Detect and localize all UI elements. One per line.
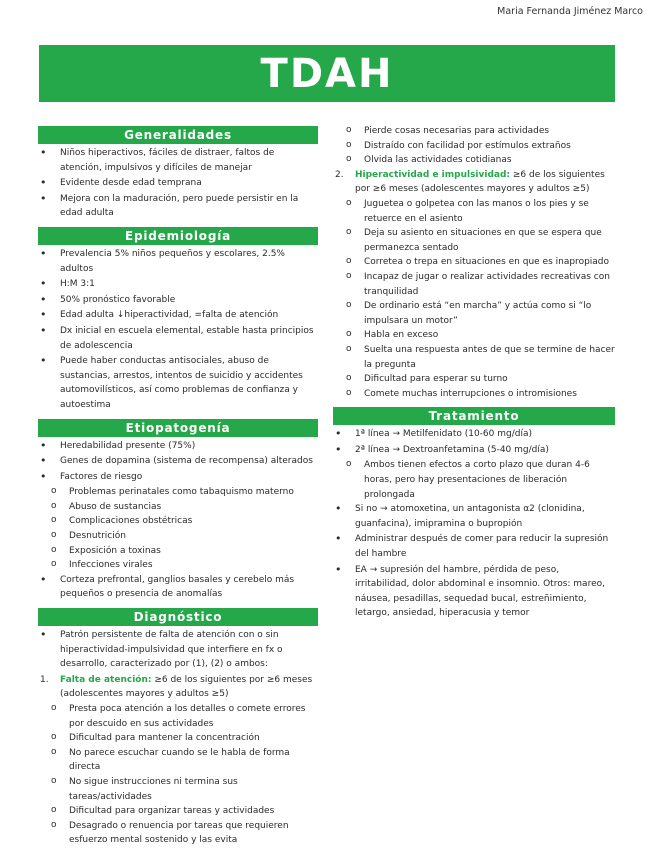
list-item: • Administrar después de comer para reducir la supresión del hambre xyxy=(333,532,615,561)
list-item: • Si no → atomoxetina, un antagonista α2 (clonidina, guanfacina), imipramina o bupropión xyxy=(333,502,615,531)
criterion-label: Hiperactividad e impulsividad: xyxy=(355,169,511,180)
sub-list-item: o Incapaz de jugar o realizar actividades recreativas con tranquilidad xyxy=(333,270,615,299)
sub-list-item: o Complicaciones obstétricas xyxy=(38,514,318,529)
section-heading-etiopatogenia: Etiopatogenía xyxy=(38,419,318,437)
list-item: • Edad adulta ↓hiperactividad, =falta de atención xyxy=(38,308,318,323)
sub-list-item: o Desnutrición xyxy=(38,529,318,544)
sub-list-item: o De ordinario está “en marcha” y actúa como si “lo impulsara un motor” xyxy=(333,299,615,328)
criterion-number: 2. xyxy=(335,169,344,180)
sub-list-item: o Juguetea o golpetea con las manos o los pies y se retuerce en el asiento xyxy=(333,197,615,226)
list-item: • EA → supresión del hambre, pérdida de peso, irritabilidad, dolor abdominal e insomnio. Otros: mareo, náusea, pesadillas, sequedad bucal, estreñimiento, letargo, ansiedad, hiperacusia y temor xyxy=(333,563,615,621)
epidemiologia-list xyxy=(38,247,318,413)
criterion-number: 1. xyxy=(40,674,49,685)
tratamiento-list xyxy=(333,427,615,621)
sub-list-item: o No parece escuchar cuando se le habla de forma directa xyxy=(38,746,318,775)
criterion-2 xyxy=(333,168,615,197)
criterion-1 xyxy=(38,673,318,702)
diagnostico-list-continued xyxy=(333,124,615,401)
list-item: • Genes de dopamina (sistema de recompensa) alterados xyxy=(38,454,318,469)
sub-list-item: o Infecciones virales xyxy=(38,558,318,573)
list-item: • Corteza prefrontal, ganglios basales y cerebelo más pequeños o presencia de anomalías xyxy=(38,573,318,602)
page-title: TDAH xyxy=(260,50,394,97)
sub-list-item: o Dificultad para esperar su turno xyxy=(333,372,615,387)
list-item: • H:M 3:1 xyxy=(38,277,318,292)
criterion-text: ≥6 de los siguientes por ≥6 meses (adolescentes mayores y adultos ≥5) xyxy=(355,169,605,195)
diagnostico-list xyxy=(38,628,318,848)
sub-list-item: o Ambos tienen efectos a corto plazo que duran 4-6 horas, pero hay presentaciones de liberación prolongada xyxy=(333,458,615,502)
sub-list-item: o Dificultad para mantener la concentración xyxy=(38,731,318,746)
sub-list-item: o Pierde cosas necesarias para actividades xyxy=(333,124,615,139)
list-item: • Dx inicial en escuela elemental, estable hasta principios de adolescencia xyxy=(38,324,318,353)
sub-list-item: o Abuso de sustancias xyxy=(38,500,318,515)
section-heading-generalidades: Generalidades xyxy=(38,126,318,144)
sub-list-item: o Problemas perinatales como tabaquismo materno xyxy=(38,485,318,500)
sub-list-item: o Suelta una respuesta antes de que se termine de hacer la pregunta xyxy=(333,343,615,372)
section-heading-diagnostico: Diagnóstico xyxy=(38,608,318,626)
list-item: • 1ª línea → Metilfenidato (10-60 mg/día) xyxy=(333,427,615,442)
list-item: • Mejora con la maduración, pero puede persistir en la edad adulta xyxy=(38,192,318,221)
author-name: Maria Fernanda Jiménez Marco xyxy=(497,6,643,17)
list-item: • 2ª línea → Dextroanfetamina (5-40 mg/día) xyxy=(333,443,615,458)
etiopatogenia-list xyxy=(38,439,318,603)
sub-list-item: o Distraído con facilidad por estímulos extraños xyxy=(333,139,615,154)
sub-list-item: o Corretea o trepa en situaciones en que es inapropiado xyxy=(333,255,615,270)
sub-list-item: o Comete muchas interrupciones o intromisiones xyxy=(333,387,615,402)
section-heading-tratamiento: Tratamiento xyxy=(333,407,615,425)
right-column xyxy=(333,124,615,622)
list-item: • Evidente desde edad temprana xyxy=(38,176,318,191)
sub-list-item: o Exposición a toxinas xyxy=(38,544,318,559)
list-item: • 50% pronóstico favorable xyxy=(38,293,318,308)
title-banner xyxy=(39,45,615,102)
sub-list-item: o Olvida las actividades cotidianas xyxy=(333,153,615,168)
list-item: • Factores de riesgo xyxy=(38,470,318,485)
sub-list-item: o Presta poca atención a los detalles o comete errores por descuido en sus actividades xyxy=(38,702,318,731)
criterion-text: ≥6 de los siguientes por ≥6 meses (adolescentes mayores y adultos ≥5) xyxy=(60,674,313,700)
generalidades-list xyxy=(38,146,318,221)
sub-list-item: o Dificultad para organizar tareas y actividades xyxy=(38,804,318,819)
list-item: • Patrón persistente de falta de atención con o sin hiperactividad-impulsividad que interfiere en fx o desarrollo, caracterizado por (1), (2) o ambos: xyxy=(38,628,318,672)
section-heading-epidemiologia: Epidemiología xyxy=(38,227,318,245)
sub-list-item: o Deja su asiento en situaciones en que se espera que permanezca sentado xyxy=(333,226,615,255)
sub-list-item: o No sigue instrucciones ni termina sus tareas/actividades xyxy=(38,775,318,804)
left-column xyxy=(38,126,318,848)
list-item: • Niños hiperactivos, fáciles de distraer, faltos de atención, impulsivos y difíciles de manejar xyxy=(38,146,318,175)
sub-list-item: o Desagrado o renuencia por tareas que requieren esfuerzo mental sostenido y las evita xyxy=(38,819,318,848)
sub-list-item: o Habla en exceso xyxy=(333,328,615,343)
list-item: • Prevalencia 5% niños pequeños y escolares, 2.5% adultos xyxy=(38,247,318,276)
list-item: • Puede haber conductas antisociales, abuso de sustancias, arrestos, intentos de suicidio y accidentes automovilísticos, así como problemas de confianza y autoestima xyxy=(38,354,318,412)
list-item: • Heredabilidad presente (75%) xyxy=(38,439,318,454)
criterion-label: Falta de atención: xyxy=(60,674,152,685)
